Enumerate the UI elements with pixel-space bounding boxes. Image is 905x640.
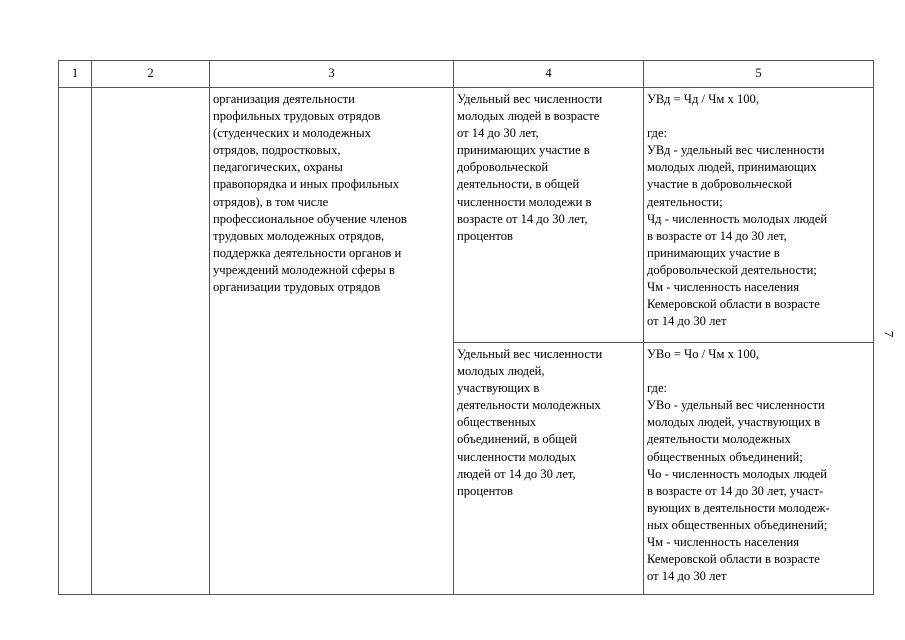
indicators-table (58, 60, 874, 595)
header-cell-5: 5 (644, 61, 874, 88)
row-cell-col2 (92, 88, 210, 595)
indicator-associations-cell: Удельный вес численности молодых людей, участвующих в деятельности молодежных общественных объединений, в общей численности молодых людей от 14 до 30 лет, процентов (454, 343, 644, 595)
header-cell-3: 3 (210, 61, 454, 88)
header-cell-4: 4 (454, 61, 644, 88)
header-row (59, 61, 874, 88)
header-cell-2: 2 (92, 61, 210, 88)
header-cell-1: 1 (59, 61, 92, 88)
activity-description-cell: организация деятельности профильных трудовых отрядов (студенческих и молодежных отрядов, подростковых, педагогических, охраны правопорядка и иных профильных отрядов), в том числе профессиональное обучение членов трудовых молодежных отрядов, поддержка деятельности органов и учреждений молодежной сферы в организации трудовых отрядов (210, 88, 454, 595)
page-number: 7 (881, 330, 897, 338)
formula-volunteer-cell: УВд = Чд / Чм х 100, где: УВд - удельный вес численности молодых людей, принимающих участие в добровольческой деятельности; Чд - численность молодых людей в возрасте от 14 до 30 лет, принимающих участие в добровольческой деятельности; Чм - численность населения Кемеровской области в возрасте от 14 до 30 лет (644, 88, 874, 343)
formula-associations-cell: УВо = Чо / Чм х 100, где: УВо - удельный вес численности молодых людей, участвующих в деятельности молодежных общественных объединений; Чо - численность молодых людей в возрасте от 14 до 30 лет, участ- вующих в деятельности молодеж- ных общественных объединений; Чм - численность населения Кемеровской области в возрасте от 14 до 30 лет (644, 343, 874, 595)
table-row (59, 88, 874, 343)
indicator-volunteer-cell: Удельный вес численности молодых людей в возрасте от 14 до 30 лет, принимающих участие в добровольческой деятельности, в общей численности молодежи в возрасте от 14 до 30 лет, процентов (454, 88, 644, 343)
row-cell-col1 (59, 88, 92, 595)
